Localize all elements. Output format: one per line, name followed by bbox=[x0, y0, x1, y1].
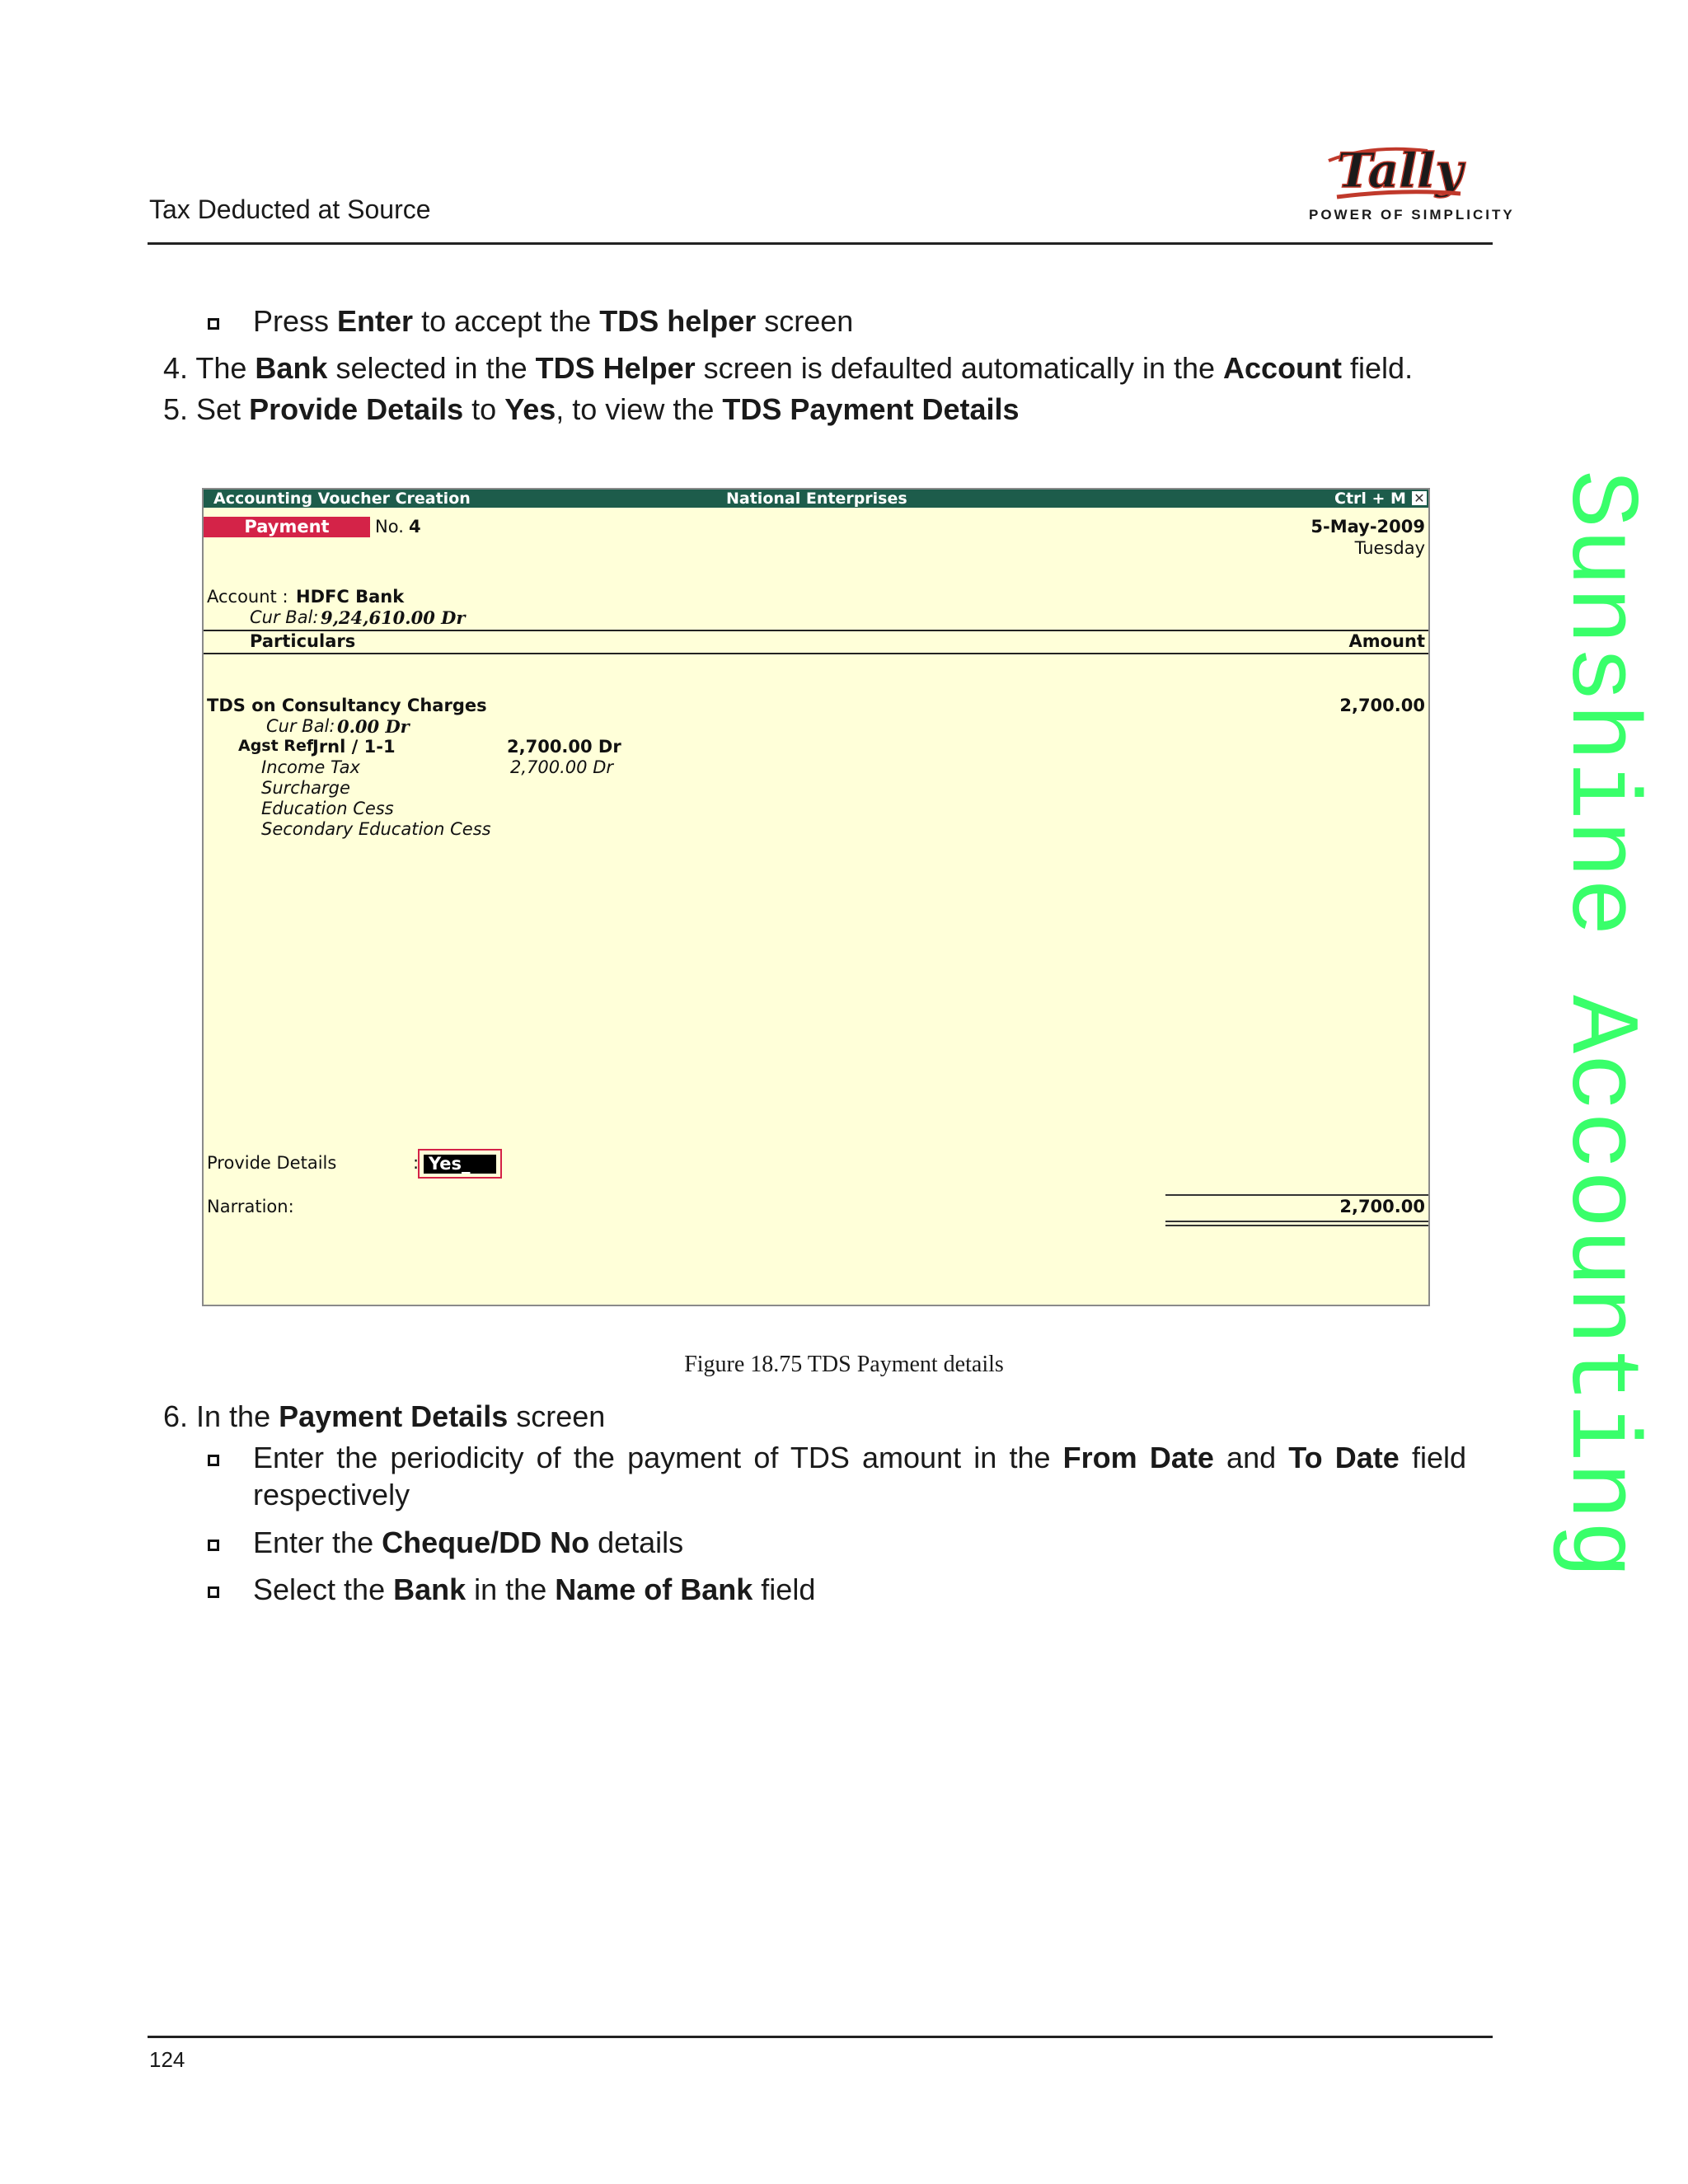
bill-ref-amount[interactable]: 2,700.00 Dr bbox=[507, 737, 621, 757]
bullet-icon bbox=[208, 1455, 219, 1466]
bullet-icon bbox=[208, 1540, 219, 1551]
income-tax-label: Income Tax bbox=[261, 757, 360, 777]
voucher-date[interactable]: 5-May-2009 bbox=[1311, 517, 1425, 537]
narration-label: Narration: bbox=[207, 1197, 294, 1216]
provide-details-value[interactable]: Yes_ bbox=[424, 1155, 496, 1174]
ledger-cur-bal-label: Cur Bal: bbox=[266, 716, 335, 736]
column-particulars: Particulars bbox=[250, 631, 356, 651]
intro-bullet-1: Press Enter to accept the TDS helper screen bbox=[253, 304, 854, 338]
total-top-rule bbox=[1165, 1194, 1428, 1196]
account-field[interactable]: HDFC Bank bbox=[296, 587, 405, 607]
step-6-bullet-1-cont: respectively bbox=[253, 1478, 410, 1511]
step-5: 5. Set Provide Details to Yes, to view the TDS Payment Details bbox=[163, 392, 1020, 426]
tally-logo-icon bbox=[1304, 136, 1493, 210]
footer-divider bbox=[148, 2036, 1493, 2038]
bill-ref-name[interactable]: Jrnl / 1-1 bbox=[312, 737, 396, 757]
account-cur-bal-label: Cur Bal: bbox=[250, 607, 319, 627]
page-number: 124 bbox=[149, 2047, 185, 2072]
provide-details-label: Provide Details bbox=[207, 1153, 337, 1173]
section-title: Tax Deducted at Source bbox=[149, 194, 431, 224]
step-6-bullet-3: Select the Bank in the Name of Bank field bbox=[253, 1572, 816, 1606]
education-cess-label: Education Cess bbox=[261, 799, 394, 818]
bullet-icon bbox=[208, 1586, 219, 1598]
tally-logo bbox=[1304, 136, 1515, 227]
provide-details-field[interactable] bbox=[418, 1149, 502, 1179]
secondary-education-cess-label: Secondary Education Cess bbox=[261, 819, 491, 839]
account-cur-bal-value: 9,24,610.00 Dr bbox=[321, 607, 466, 628]
account-label: Account : bbox=[207, 587, 288, 607]
window-titlebar bbox=[204, 490, 1428, 508]
table-header-bottom-rule bbox=[204, 653, 1428, 654]
company-name: National Enterprises bbox=[726, 490, 907, 508]
watermark: Sunshine Accounting bbox=[1544, 470, 1653, 1579]
logo-tagline: POWER OF SIMPLICITY bbox=[1309, 207, 1515, 223]
income-tax-amount: 2,700.00 Dr bbox=[510, 757, 613, 777]
surcharge-label: Surcharge bbox=[261, 778, 350, 798]
voucher-day: Tuesday bbox=[1354, 538, 1425, 558]
logo-text: Tally bbox=[1337, 143, 1463, 199]
table-header-top-rule bbox=[204, 630, 1428, 631]
bullet-icon bbox=[208, 318, 219, 330]
voucher-no-label: No. bbox=[375, 517, 404, 537]
ledger-amount[interactable]: 2,700.00 bbox=[1339, 696, 1425, 715]
header-divider bbox=[148, 242, 1493, 245]
total-underline-1 bbox=[1165, 1221, 1428, 1222]
ledger-cur-bal-value: 0.00 Dr bbox=[337, 716, 410, 737]
total-underline-2 bbox=[1165, 1225, 1428, 1226]
provide-details-colon: : bbox=[413, 1153, 420, 1173]
ledger-name[interactable]: TDS on Consultancy Charges bbox=[207, 696, 487, 715]
step-4: 4. The Bank selected in the TDS Helper screen is defaulted automatically in the Account field. bbox=[163, 351, 1414, 385]
shortcut-label: Ctrl + M bbox=[1334, 490, 1406, 508]
voucher-total: 2,700.00 bbox=[1339, 1197, 1425, 1216]
tally-voucher-window bbox=[202, 488, 1430, 1306]
agst-ref-label: Agst Ref bbox=[238, 737, 314, 755]
window-title: Accounting Voucher Creation bbox=[213, 490, 471, 508]
step-6-bullet-1: Enter the periodicity of the payment of TDS amount in the From Date and To Date field bbox=[253, 1441, 1467, 1474]
voucher-type-badge: Payment bbox=[204, 517, 370, 537]
column-amount: Amount bbox=[1348, 631, 1425, 651]
close-icon[interactable]: ✕ bbox=[1412, 491, 1427, 505]
figure-caption: Figure 18.75 TDS Payment details bbox=[684, 1352, 1004, 1377]
step-6-bullet-2: Enter the Cheque/DD No details bbox=[253, 1526, 684, 1559]
step-6: 6. In the Payment Details screen bbox=[163, 1399, 606, 1433]
voucher-no-value[interactable]: 4 bbox=[409, 517, 421, 537]
